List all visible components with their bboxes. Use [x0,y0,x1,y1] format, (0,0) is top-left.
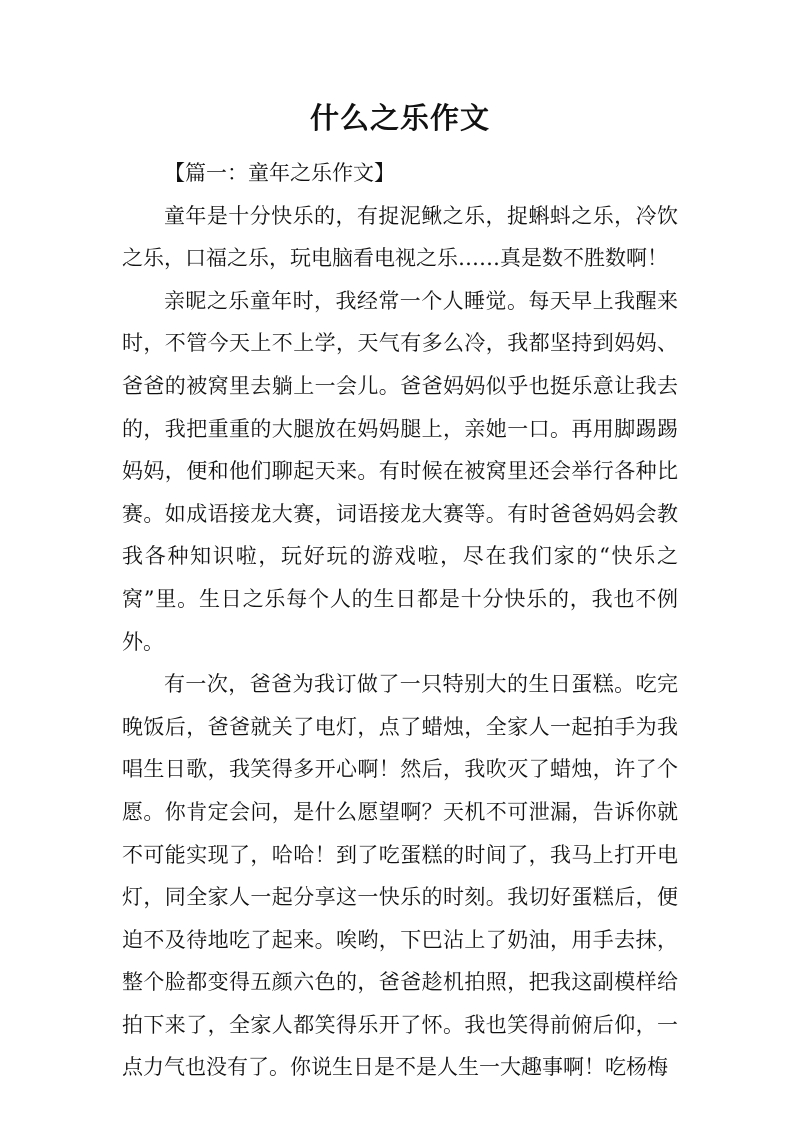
paragraph-1: 童年是十分快乐的，有捉泥鳅之乐，捉蝌蚪之乐，冷饮之乐，口福之乐，玩电脑看电视之乐……真是数不胜数啊！ [122,203,678,271]
document-title: 什么之乐作文 [309,101,490,135]
document-body [122,152,678,1089]
paragraph-3: 有一次，爸爸为我订做了一只特别大的生日蛋糕。吃完晚饭后，爸爸就关了电灯，点了蜡烛，全家人一起拍手为我唱生日歌，我笑得多开心啊！然后，我吹灭了蜡烛，许了个愿。你肯定会问，是什么愿望啊？天机不可泄漏，告诉你就不可能实现了，哈哈！到了吃蛋糕的时间了，我马上打开电灯，同全家人一起分享这一快乐的时刻。我切好蛋糕后，便迫不及待地吃了起来。唉哟，下巴沾上了奶油，用手去抹，整个脸都变得五颜六色的，爸爸趁机拍照，把我这副模样给拍下来了，全家人都笑得乐开了怀。我也笑得前俯后仰，一点力气也没有了。你说生日是不是人生一大趣事啊！吃杨梅 [122,672,678,1080]
paragraph-2: 亲昵之乐童年时，我经常一个人睡觉。每天早上我醒来时，不管今天上不上学，天气有多么冷，我都坚持到妈妈、爸爸的被窝里去躺上一会儿。爸爸妈妈似乎也挺乐意让我去的，我把重重的大腿放在妈妈腿上，亲她一口。再用脚踢踢妈妈，便和他们聊起天来。有时候在被窝里还会举行各种比赛。如成语接龙大赛，词语接龙大赛等。有时爸爸妈妈会教我各种知识啦，玩好玩的游戏啦，尽在我们家的“快乐之窝”里。生日之乐每个人的生日都是十分快乐的，我也不例外。 [122,288,678,654]
section-heading: 【篇一：童年之乐作文】 [164,161,395,185]
